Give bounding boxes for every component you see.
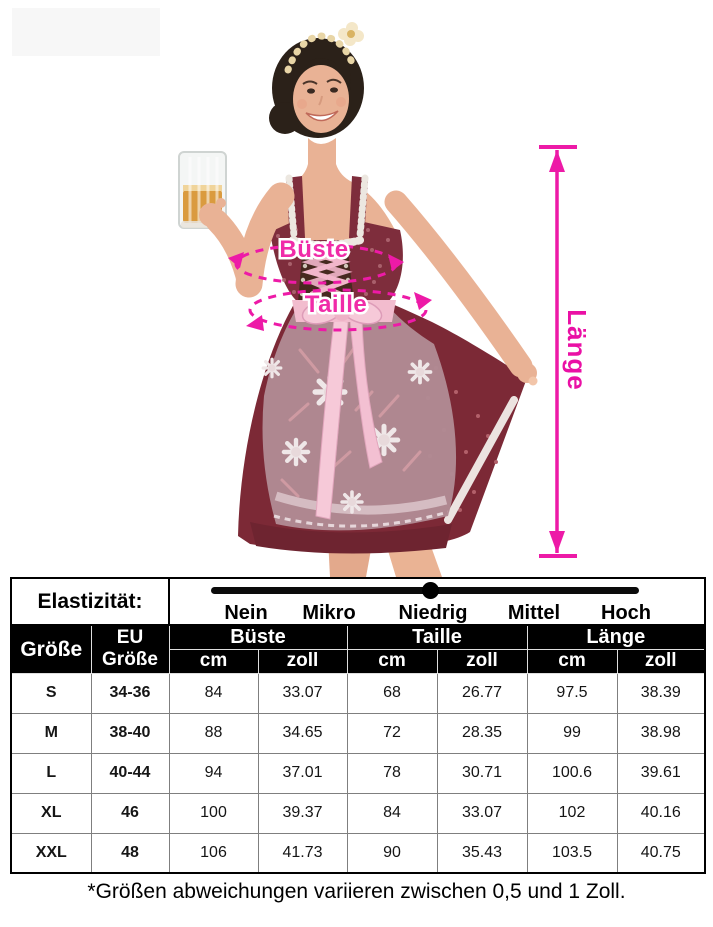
cell-size: L <box>11 753 91 793</box>
cell-len-in: 40.16 <box>617 793 705 833</box>
cell-bust-cm: 88 <box>169 713 258 753</box>
size-table <box>10 577 706 874</box>
cell-bust-cm: 106 <box>169 833 258 873</box>
elasticity-level-nein: Nein <box>224 602 268 624</box>
col-header-waist: Taille <box>347 625 527 649</box>
cell-bust-in: 39.37 <box>258 793 347 833</box>
cell-eu: 48 <box>91 833 169 873</box>
col-header-eu <box>91 625 169 673</box>
table-row-xl <box>11 793 705 833</box>
elasticity-level-hoch: Hoch <box>601 602 651 624</box>
cell-waist-cm: 68 <box>347 673 437 713</box>
unit-waist-cm: cm <box>347 649 437 673</box>
cell-waist-in: 30.71 <box>437 753 527 793</box>
elasticity-level-mikro: Mikro <box>302 602 356 624</box>
col-header-size: Größe <box>11 625 91 673</box>
cell-waist-cm: 90 <box>347 833 437 873</box>
cell-len-cm: 103.5 <box>527 833 617 873</box>
elasticity-level-niedrig: Niedrig <box>398 602 468 624</box>
cell-size: XXL <box>11 833 91 873</box>
cell-waist-cm: 78 <box>347 753 437 793</box>
cell-len-in: 38.98 <box>617 713 705 753</box>
table-row-l <box>11 753 705 793</box>
col-header-bust: Büste <box>169 625 347 649</box>
cell-waist-in: 35.43 <box>437 833 527 873</box>
photo-backdrop <box>12 8 160 56</box>
cell-waist-in: 33.07 <box>437 793 527 833</box>
unit-len-cm: cm <box>527 649 617 673</box>
cell-waist-in: 26.77 <box>437 673 527 713</box>
col-header-eu-line1: EU <box>116 627 144 649</box>
cell-bust-in: 41.73 <box>258 833 347 873</box>
length-label: Länge <box>562 309 592 391</box>
cell-size: M <box>11 713 91 753</box>
size-footnote: *Größen abweichungen variieren zwischen 0,5 und 1 Zoll. <box>87 880 626 903</box>
cell-bust-in: 37.01 <box>258 753 347 793</box>
cell-waist-in: 28.35 <box>437 713 527 753</box>
cell-bust-cm: 94 <box>169 753 258 793</box>
cell-eu: 34-36 <box>91 673 169 713</box>
col-header-eu-line2: Größe <box>102 649 158 671</box>
elasticity-knob <box>422 582 439 599</box>
cell-eu: 40-44 <box>91 753 169 793</box>
size-chart <box>10 577 706 874</box>
unit-len-inch: zoll <box>617 649 705 673</box>
elasticity-slider <box>170 579 704 624</box>
col-header-length: Länge <box>527 625 705 649</box>
elasticity-level-mittel: Mittel <box>507 602 561 624</box>
cell-len-cm: 100.6 <box>527 753 617 793</box>
table-row-xxl <box>11 833 705 873</box>
cell-len-in: 38.39 <box>617 673 705 713</box>
cell-bust-in: 34.65 <box>258 713 347 753</box>
cell-len-in: 40.75 <box>617 833 705 873</box>
unit-bust-cm: cm <box>169 649 258 673</box>
cell-bust-in: 33.07 <box>258 673 347 713</box>
bust-label: Büste <box>279 236 349 263</box>
elasticity-label: Elastizität: <box>11 578 169 625</box>
cell-len-cm: 99 <box>527 713 617 753</box>
cell-len-in: 39.61 <box>617 753 705 793</box>
cell-waist-cm: 84 <box>347 793 437 833</box>
cell-waist-cm: 72 <box>347 713 437 753</box>
cell-bust-cm: 84 <box>169 673 258 713</box>
table-row-s <box>11 673 705 713</box>
cell-size: S <box>11 673 91 713</box>
unit-waist-inch: zoll <box>437 649 527 673</box>
cell-len-cm: 97.5 <box>527 673 617 713</box>
cell-eu: 38-40 <box>91 713 169 753</box>
cell-size: XL <box>11 793 91 833</box>
cell-bust-cm: 100 <box>169 793 258 833</box>
cell-len-cm: 102 <box>527 793 617 833</box>
cell-eu: 46 <box>91 793 169 833</box>
table-row-m <box>11 713 705 753</box>
unit-bust-inch: zoll <box>258 649 347 673</box>
waist-label: Taille <box>304 291 368 318</box>
